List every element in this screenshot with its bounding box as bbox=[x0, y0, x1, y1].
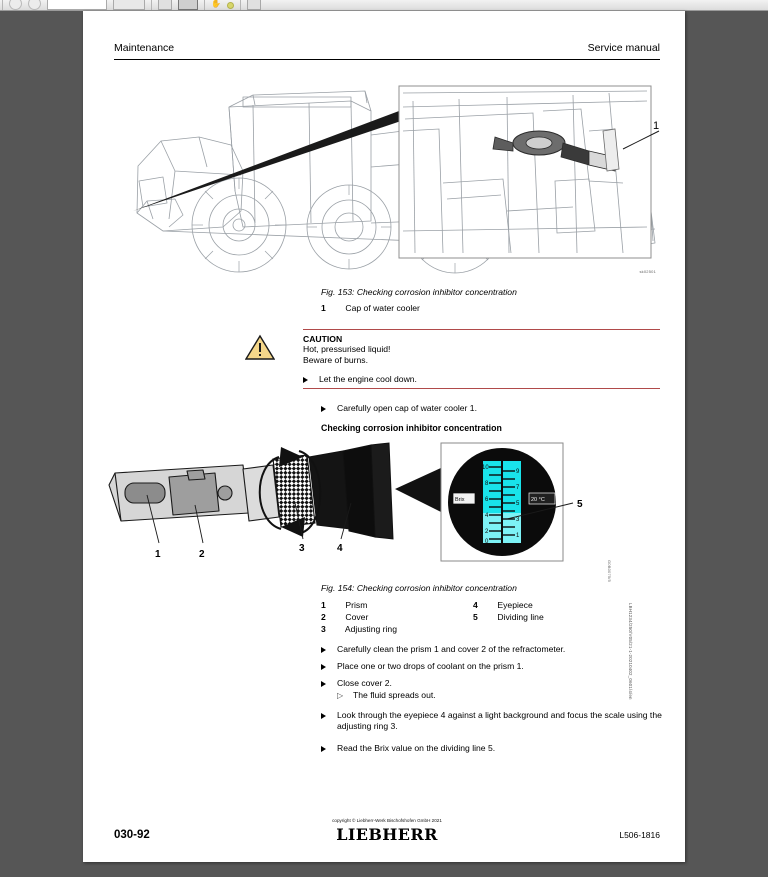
header-right-label: Service manual bbox=[587, 42, 660, 54]
step-text: Close cover 2. bbox=[337, 678, 392, 688]
svg-text:3: 3 bbox=[516, 517, 520, 523]
fit-page-icon[interactable] bbox=[178, 0, 198, 10]
legend-text: Dividing line bbox=[497, 612, 544, 622]
procedure-step bbox=[321, 661, 666, 672]
step-text: Place one or two drops of coolant on the prism 1. bbox=[337, 661, 524, 671]
figure-153-image-code: sk02501 bbox=[639, 269, 656, 274]
svg-text:Brix: Brix bbox=[455, 497, 465, 503]
svg-text:10: 10 bbox=[482, 465, 489, 471]
svg-text:4: 4 bbox=[485, 513, 489, 519]
caution-title: CAUTION bbox=[303, 334, 343, 344]
step-bullet-icon bbox=[321, 746, 326, 752]
svg-text:1: 1 bbox=[516, 533, 520, 539]
document-side-code: LBH1234/250/V05/21-1-20210402_0601/4/en bbox=[628, 603, 633, 700]
caution-box bbox=[303, 329, 660, 389]
thumbnail-panel-icon[interactable] bbox=[247, 0, 261, 10]
legend-number: 2 bbox=[321, 612, 326, 622]
figure-154-callout-2: 2 bbox=[199, 549, 205, 560]
result-bullet-icon: ▷ bbox=[337, 691, 344, 701]
header-divider bbox=[114, 59, 660, 60]
figure-153-legend-item bbox=[321, 303, 420, 313]
step-bullet-icon bbox=[321, 406, 326, 412]
section-heading: Checking corrosion inhibitor concentration bbox=[321, 423, 502, 433]
page-header bbox=[114, 42, 660, 54]
figure-153-callout-1: 1 bbox=[653, 120, 660, 132]
figure-153-caption: Fig. 153: Checking corrosion inhibitor concentration bbox=[321, 287, 517, 297]
footer-copyright: copyright © Liebherr-Werk Bischofshofen GmbH 2021 bbox=[332, 818, 442, 823]
procedure-step bbox=[321, 644, 666, 655]
page-footer bbox=[114, 817, 660, 853]
step-text: Carefully clean the prism 1 and cover 2 of the refractometer. bbox=[337, 644, 566, 654]
liebherr-logo: LIEBHERR bbox=[336, 825, 438, 844]
step-bullet-icon bbox=[321, 664, 326, 670]
toolbar-separator bbox=[204, 0, 205, 11]
previous-page-button[interactable] bbox=[9, 0, 22, 10]
svg-text:2: 2 bbox=[485, 529, 489, 535]
legend-number: 1 bbox=[321, 600, 326, 610]
figure-154-legend-item bbox=[321, 624, 397, 634]
step-open-cap bbox=[321, 403, 661, 414]
highlight-icon[interactable] bbox=[227, 2, 234, 9]
step-bullet-icon bbox=[321, 647, 326, 653]
header-left-label: Maintenance bbox=[114, 42, 175, 54]
result-text: The fluid spreads out. bbox=[353, 690, 436, 701]
caution-line-1: Hot, pressurised liquid! bbox=[303, 344, 391, 354]
warning-triangle-icon bbox=[245, 334, 275, 361]
step-bullet-icon bbox=[321, 713, 326, 719]
figure-154-image bbox=[103, 441, 663, 583]
step-bullet-icon bbox=[303, 377, 308, 383]
toolbar-separator bbox=[240, 0, 241, 11]
svg-text:5: 5 bbox=[516, 501, 520, 507]
document-page bbox=[83, 11, 685, 862]
caution-line-2: Beware of burns. bbox=[303, 355, 368, 365]
procedure-step bbox=[321, 678, 666, 702]
step-bullet-icon bbox=[321, 681, 326, 687]
figure-153-image bbox=[103, 71, 663, 276]
legend-number: 3 bbox=[321, 624, 326, 634]
figure-154-legend-item bbox=[321, 612, 368, 622]
figure-154-legend-item bbox=[321, 600, 367, 610]
figure-154-legend-item bbox=[473, 612, 544, 622]
caution-step bbox=[303, 374, 660, 384]
footer-page-number: 030-92 bbox=[114, 829, 150, 841]
fit-width-icon[interactable] bbox=[158, 0, 172, 10]
toolbar-separator bbox=[151, 0, 152, 11]
svg-text:%: % bbox=[498, 546, 504, 552]
legend-text: Adjusting ring bbox=[344, 624, 397, 634]
figure-154-callout-1: 1 bbox=[155, 549, 161, 560]
procedure-result bbox=[337, 690, 666, 701]
footer-document-number: L506-1816 bbox=[619, 830, 660, 840]
step-text: Read the Brix value on the dividing line 5. bbox=[337, 743, 496, 753]
legend-number: 5 bbox=[473, 612, 478, 622]
figure-154-image-code: G0B0075/5 bbox=[607, 560, 612, 583]
procedure-step bbox=[321, 743, 666, 754]
procedure-step bbox=[321, 710, 669, 733]
step-text: Look through the eyepiece 4 against a light background and focus the scale using the adjusting ring 3. bbox=[337, 710, 662, 732]
svg-text:0: 0 bbox=[485, 539, 489, 545]
legend-text: Cap of water cooler bbox=[345, 303, 420, 313]
legend-text: Cover bbox=[345, 612, 369, 622]
legend-text: Prism bbox=[345, 600, 368, 610]
svg-text:8: 8 bbox=[485, 481, 489, 487]
legend-text: Eyepiece bbox=[497, 600, 533, 610]
step-text: Carefully open cap of water cooler 1. bbox=[337, 403, 477, 413]
svg-text:7: 7 bbox=[516, 485, 520, 491]
next-page-button[interactable] bbox=[28, 0, 41, 10]
page-count-label bbox=[113, 0, 145, 10]
legend-number: 4 bbox=[473, 600, 478, 610]
caution-bottom-rule bbox=[303, 388, 660, 389]
svg-text:6: 6 bbox=[485, 497, 489, 503]
caution-step-text: Let the engine cool down. bbox=[319, 374, 417, 384]
svg-text:9: 9 bbox=[516, 469, 520, 475]
hand-tool-icon[interactable]: ✋ bbox=[211, 0, 221, 8]
figure-154-callout-5: 5 bbox=[577, 499, 583, 510]
toolbar-separator bbox=[2, 0, 3, 11]
viewer-toolbar[interactable] bbox=[0, 0, 768, 11]
figure-154-legend-item bbox=[473, 600, 533, 610]
svg-text:20 °C: 20 °C bbox=[531, 497, 545, 503]
figure-154-callout-3: 3 bbox=[299, 543, 305, 554]
page-number-input[interactable] bbox=[47, 0, 107, 10]
figure-154-callout-4: 4 bbox=[337, 543, 343, 554]
figure-154-caption: Fig. 154: Checking corrosion inhibitor concentration bbox=[321, 583, 517, 593]
legend-number: 1 bbox=[321, 303, 326, 313]
